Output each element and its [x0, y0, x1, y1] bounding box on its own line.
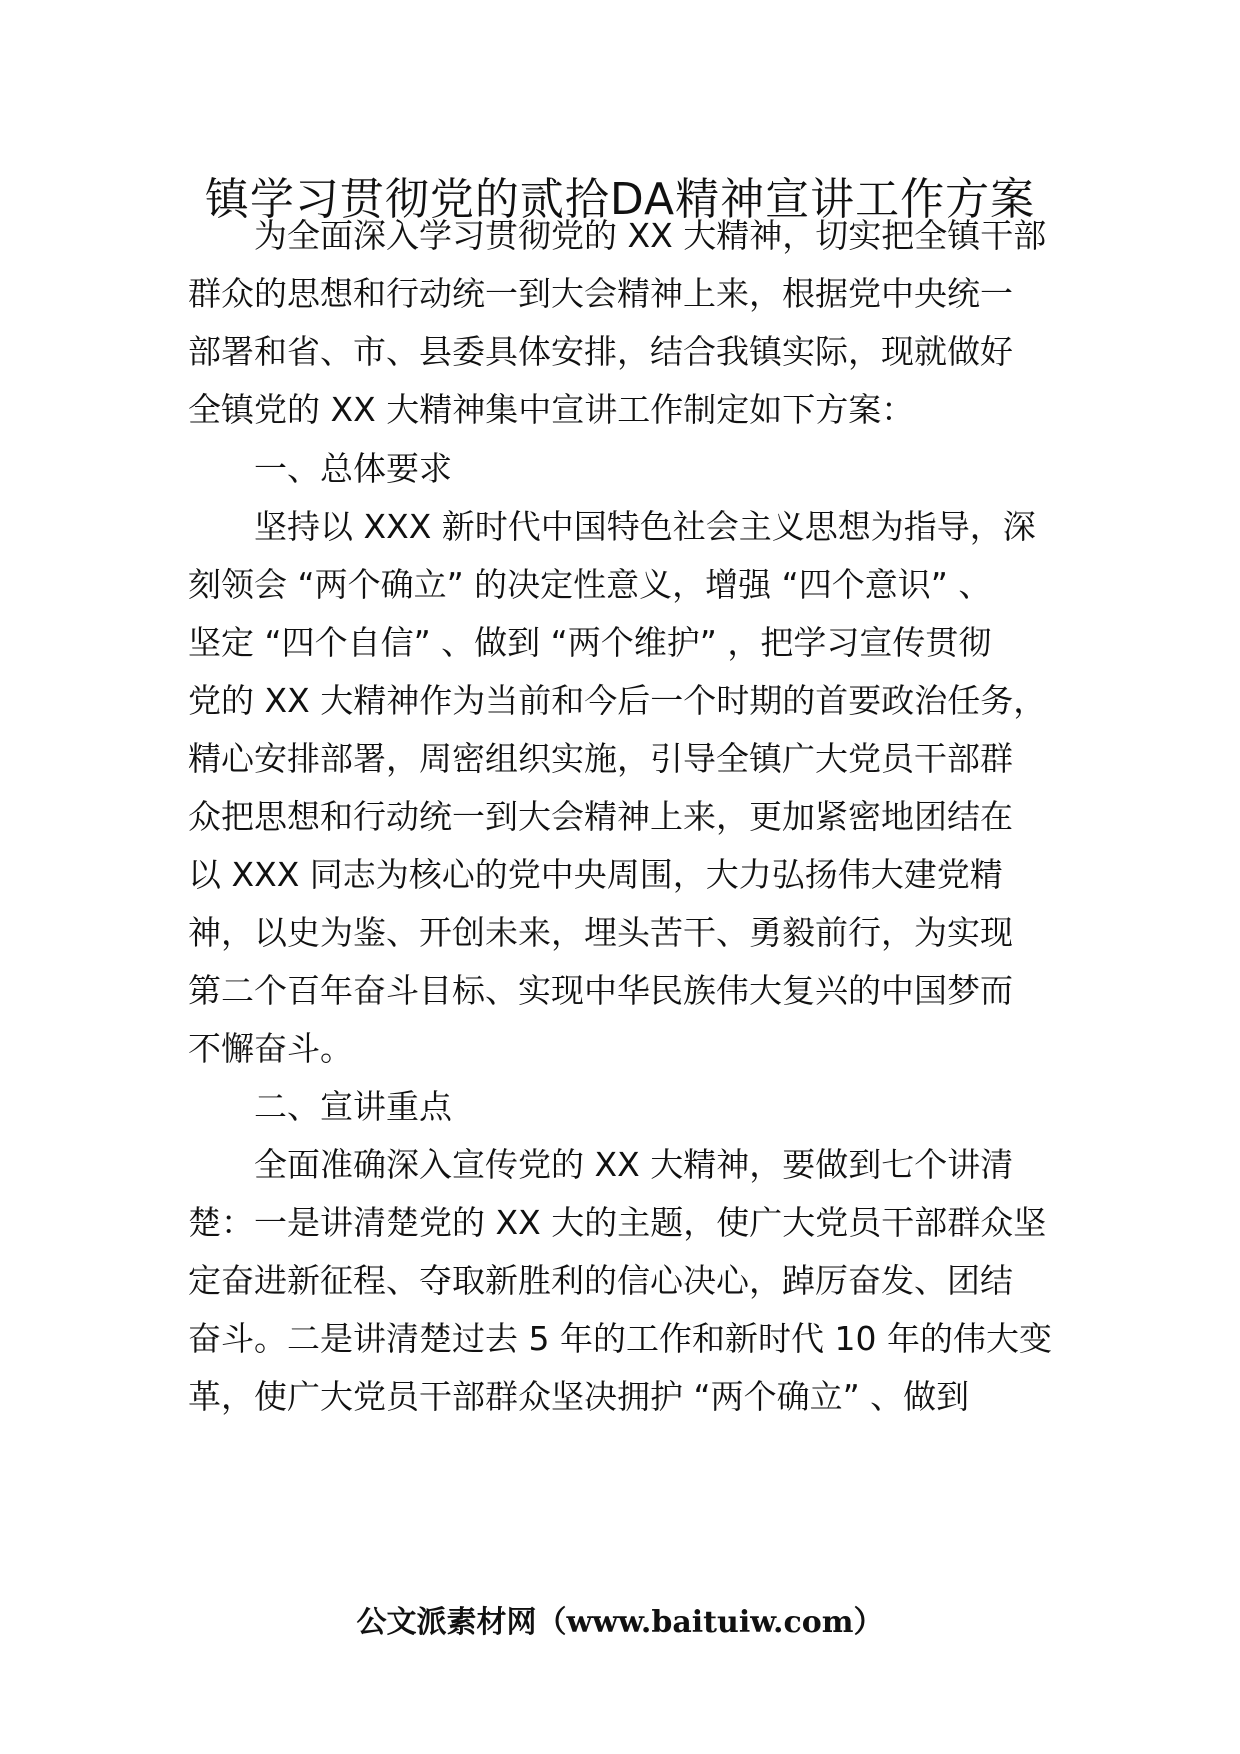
- footer-watermark: 公文派素材网（www.baituiw.com）: [356, 1605, 884, 1640]
- para-intro-line-2: 群众的思想和行动统一到大会精神上来，根据党中央统一: [188, 274, 1013, 313]
- para-requirements-line-5: 精心安排部署，周密组织实施，引导全镇广大党员干部群: [188, 739, 1013, 778]
- para-requirements-line-7: 以 XXX 同志为核心的党中央周围，大力弘扬伟大建党精: [188, 855, 1003, 894]
- para-requirements-line-9: 第二个百年奋斗目标、实现中华民族伟大复兴的中国梦而: [188, 971, 1013, 1010]
- para-requirements-line-2: 刻领会 “两个确立” 的决定性意义，增强 “四个意识” 、: [188, 565, 992, 604]
- section-heading-1: 一、总体要求: [254, 449, 452, 488]
- para-intro-line-4: 全镇党的 XX 大精神集中宣讲工作制定如下方案：: [188, 390, 915, 429]
- section-heading-2: 二、宣讲重点: [254, 1087, 452, 1126]
- para-focus-line-5: 革，使广大党员干部群众坚决拥护 “两个确立” 、做到: [188, 1377, 970, 1416]
- para-requirements-line-10: 不懈奋斗。: [188, 1029, 353, 1068]
- para-focus-line-3: 定奋进新征程、夺取新胜利的信心决心，踔厉奋发、团结: [188, 1261, 1013, 1300]
- para-requirements-line-8: 神，以史为鉴、开创未来，埋头苦干、勇毅前行，为实现: [188, 913, 1013, 952]
- para-requirements-line-1: 坚持以 XXX 新时代中国特色社会主义思想为指导，深: [254, 507, 1036, 546]
- para-intro-line-3: 部署和省、市、县委具体安排，结合我镇实际，现就做好: [188, 332, 1013, 371]
- para-requirements-line-6: 众把思想和行动统一到大会精神上来，更加紧密地团结在: [188, 797, 1013, 836]
- document-title: 镇学习贯彻党的贰拾DA精神宣讲工作方案: [204, 174, 1036, 225]
- para-focus-line-2: 楚：一是讲清楚党的 XX 大的主题，使广大党员干部群众坚: [188, 1203, 1047, 1242]
- para-focus-line-1: 全面准确深入宣传党的 XX 大精神，要做到七个讲清: [254, 1145, 1014, 1184]
- para-focus-line-4: 奋斗。二是讲清楚过去 5 年的工作和新时代 10 年的伟大变: [188, 1319, 1052, 1358]
- para-intro-line-1: 为全面深入学习贯彻党的 XX 大精神，切实把全镇干部: [254, 216, 1047, 255]
- para-requirements-line-3: 坚定 “四个自信” 、做到 “两个维护” ，把学习宣传贯彻: [188, 623, 992, 662]
- para-requirements-line-4: 党的 XX 大精神作为当前和今后一个时期的首要政治任务，: [188, 681, 1047, 720]
